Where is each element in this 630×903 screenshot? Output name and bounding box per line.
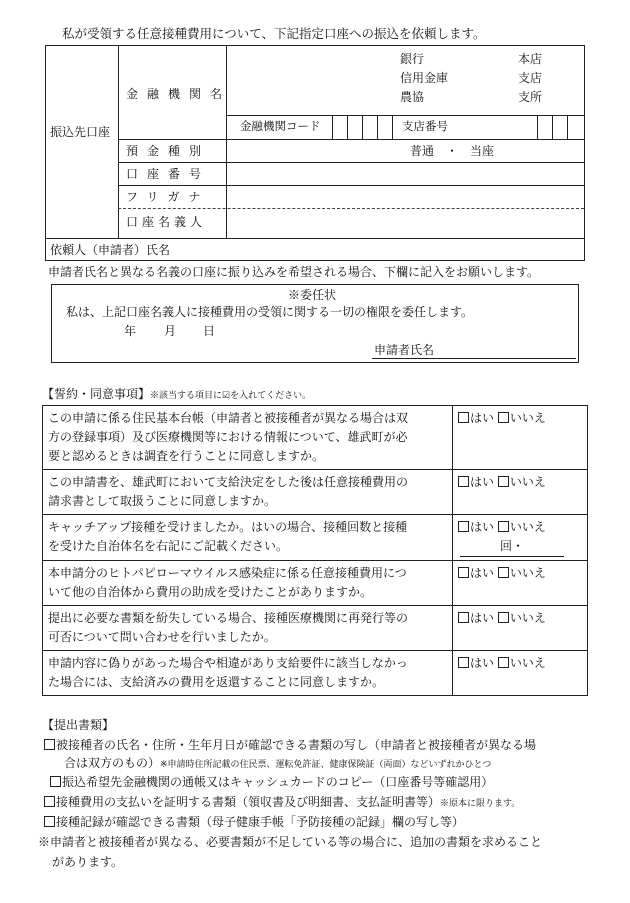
- bank-name-label: 金融機関名: [126, 87, 232, 101]
- account-number-label: 口座番号: [126, 167, 211, 181]
- checkbox-icon[interactable]: [44, 816, 55, 827]
- checkbox-icon: [458, 567, 469, 578]
- delegation-body: 私は、上記口座名義人に接種費用の受領に関する一切の権限を委任します。: [66, 305, 474, 319]
- deposit-type-label: 預金種別: [126, 144, 211, 158]
- consent-question-5: 提出に必要な書類を紛失している場合、接種医療機関に再発行等の 可否について問い合わせを行いましたか。: [43, 606, 453, 651]
- bank-type-credit: 信用金庫: [400, 71, 449, 85]
- consent-heading: 【誓約・同意事項】※該当する項目に☑を入れてください。: [42, 387, 312, 401]
- delegation-title: ※委任状: [288, 288, 337, 302]
- delegation-note: 申請者氏名と異なる名義の口座に振り込みを希望される場合、下欄に記入をお願いします。: [48, 265, 540, 279]
- intro-text: 私が受領する任意接種費用について、下記指定口座への振込を依頼します。: [62, 26, 486, 41]
- checkbox-icon[interactable]: [44, 796, 55, 807]
- checkbox-icon: [458, 476, 469, 487]
- documents-note-line-1: ※申請者と被接種者が異なる、必要書類が不足している等の場合に、追加の書類を求めること: [38, 835, 543, 849]
- consent-question-4: 本申請分のヒトパピローマウイルス感染症に係る任意接種費用につ いて他の自治体から費用の助成を受けたことがありますか。: [43, 561, 453, 606]
- branch-type-office: 支所: [518, 90, 543, 104]
- applicant-signature-label: 申請者氏名: [374, 343, 435, 357]
- consent-no-1[interactable]: いいえ: [498, 411, 546, 425]
- consent-heading-note: ※該当する項目に☑を入れてください。: [150, 391, 312, 401]
- date-year: 年: [124, 324, 137, 338]
- consent-yes-2[interactable]: はい: [458, 475, 494, 489]
- branch-type-head: 本店: [518, 52, 543, 66]
- consent-question-2: この申請書を、雄武町において支給決定をした後は任意接種費用の 請求書として取扱うことに同意しますか。: [43, 470, 453, 515]
- document-item-1-cont: 合は双方のもの）※申請時住所記載の住民票、運転免許証、健康保険証（両面）などいずれかひとつ: [64, 756, 492, 770]
- consent-yes-1[interactable]: はい: [458, 411, 494, 425]
- branch-code-label: 支店番号: [402, 119, 448, 133]
- consent-table: [42, 405, 588, 696]
- requester-name-label: 依頼人（申請者）氏名: [50, 243, 171, 257]
- checkbox-icon: [498, 521, 509, 532]
- checkbox-icon: [458, 612, 469, 623]
- checkbox-icon: [458, 412, 469, 423]
- branch-type-branch: 支店: [518, 71, 543, 85]
- checkbox-icon: [458, 657, 469, 668]
- account-holder-label: 口座名義人: [126, 215, 207, 229]
- signature-line: [372, 358, 576, 359]
- consent-question-6: 申請内容に偽りがあった場合や相違があり支給要件に該当しなかっ た場合には、支給済みの費用を返還することに同意しますか。: [43, 651, 453, 696]
- checkbox-icon: [498, 476, 509, 487]
- document-item-2: 振込希望先金融機関の通帳又はキャッシュカードのコピー（口座番号等確認用）: [50, 776, 493, 788]
- checkbox-icon: [498, 612, 509, 623]
- document-item-4: 接種記録が確認できる書類（母子健康手帳「予防接種の記録」欄の写し等）: [44, 816, 464, 828]
- checkbox-icon[interactable]: [50, 776, 61, 787]
- checkbox-icon: [498, 657, 509, 668]
- date-month: 月: [164, 324, 177, 338]
- consent-yes-3[interactable]: はい: [458, 520, 494, 534]
- consent-no-6[interactable]: いいえ: [498, 656, 546, 670]
- consent-question-3: キャッチアップ接種を受けましたか。はいの場合、接種回数と接種 を受けた自治体名を右記にご記載ください。: [43, 515, 453, 561]
- furigana-label: フリガナ: [126, 190, 210, 204]
- consent-question-1: この申請に係る住民基本台帳（申請者と被接種者が異なる場合は双 方の登録事項）及び医療機関等における情報について、雄武町が必 要と認めるときは調査を行うことに同意しますか。: [43, 406, 453, 470]
- consent-no-2[interactable]: いいえ: [498, 475, 546, 489]
- document-item-1: 被接種者の氏名・住所・生年月日が確認できる書類の写し（申請者と被接種者が異なる場: [44, 739, 536, 751]
- transfer-account-label: 振込先口座: [50, 125, 111, 139]
- consent-yes-4[interactable]: はい: [458, 566, 494, 580]
- date-day: 日: [203, 324, 216, 338]
- deposit-type-options: 普通 ・ 当座: [410, 144, 495, 158]
- consent-yes-6[interactable]: はい: [458, 656, 494, 670]
- consent-no-4[interactable]: いいえ: [498, 566, 546, 580]
- checkbox-icon: [458, 521, 469, 532]
- consent-yes-5[interactable]: はい: [458, 611, 494, 625]
- documents-heading: 【提出書類】: [42, 718, 115, 732]
- bank-type-ja: 農協: [400, 90, 425, 104]
- documents-note-line-2: があります。: [52, 855, 124, 869]
- consent-no-3[interactable]: いいえ: [498, 520, 546, 534]
- bank-code-label: 金融機関コード: [240, 119, 321, 133]
- catchup-count-field[interactable]: 回・: [460, 537, 564, 557]
- checkbox-icon: [498, 412, 509, 423]
- bank-type-bank: 銀行: [400, 52, 425, 66]
- document-item-3: 接種費用の支払いを証明する書類（領収書及び明細書、支払証明書等）※原本に限ります。: [44, 796, 520, 809]
- consent-no-5[interactable]: いいえ: [498, 611, 546, 625]
- checkbox-icon: [498, 567, 509, 578]
- checkbox-icon[interactable]: [44, 739, 55, 750]
